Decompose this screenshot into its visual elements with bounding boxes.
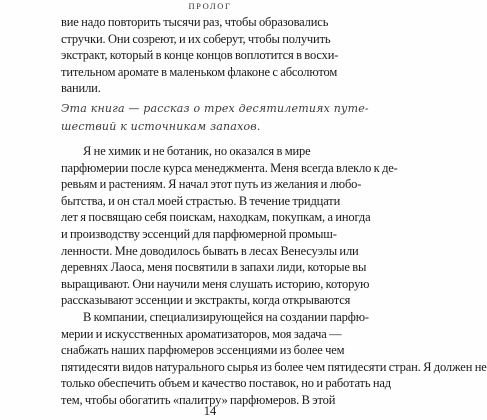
text-line: ленности. Мне доводилось бывать в лесах Венесуэлы или <box>61 243 359 258</box>
text-line: пятидесяти видов натурального сырья из более чем пятидесяти стран. Я должен не <box>61 359 487 374</box>
text-line: и производству эссенций для парфюмерной промыш- <box>61 226 337 241</box>
text-line: Я не химик и не ботаник, но оказался в мире <box>83 144 311 158</box>
text-line: только обеспечить объем и качество поставок, но и работать над <box>61 376 392 391</box>
text-line: бытства, и он стал моей страстью. В течение тридцати <box>61 193 341 208</box>
text-line: ревьям и растениям. Я начал этот путь из желания и любо- <box>61 177 362 192</box>
paragraph-2 <box>61 143 398 309</box>
handwritten-line: Эта книга — рассказ о трех десятилетиях путе- <box>61 102 369 115</box>
text-line: В компании, специализирующейся на создании парфю- <box>83 310 369 324</box>
handwritten-line: шествий к источникам запахов. <box>61 120 261 133</box>
text-line: тем, чтобы обогатить «палитру» парфюмеров. В этой <box>61 392 336 407</box>
text-line: рассказывают эссенции и экстракты, когда открываются <box>61 293 351 308</box>
text-line: парфюмерии после курса менеджмента. Меня всегда влекло к де- <box>61 160 398 175</box>
text-line: тительном аромате в маленьком флаконе с абсолютом <box>61 64 338 79</box>
handwritten-note <box>61 100 369 136</box>
text-line: мерии и искусственных ароматизаторов, моя задача — <box>61 326 342 341</box>
text-line: ванили. <box>61 81 101 96</box>
page-number: 14 <box>203 404 217 418</box>
running-head: ПРОЛОГ <box>188 1 232 11</box>
paragraph-3 <box>61 309 487 409</box>
text-line: лет я посвящаю себя поискам, находкам, покупкам, а иногда <box>61 210 371 225</box>
text-line: снабжать наших парфюмеров эссенциями из более чем <box>61 343 345 358</box>
text-line: деревнях Лаоса, меня посвятили в запахи лиди, которые вы <box>61 260 367 275</box>
text-line: выращивают. Они научили меня слушать историю, которую <box>61 276 370 291</box>
text-line: стручки. Они созреют, и их соберут, чтобы получить <box>61 31 331 46</box>
paragraph-1 <box>61 14 358 97</box>
text-line: вие надо повторить тысячи раз, чтобы образовались <box>61 15 329 29</box>
text-line: экстракт, который в конце концов воплотится в восхи- <box>61 48 339 63</box>
